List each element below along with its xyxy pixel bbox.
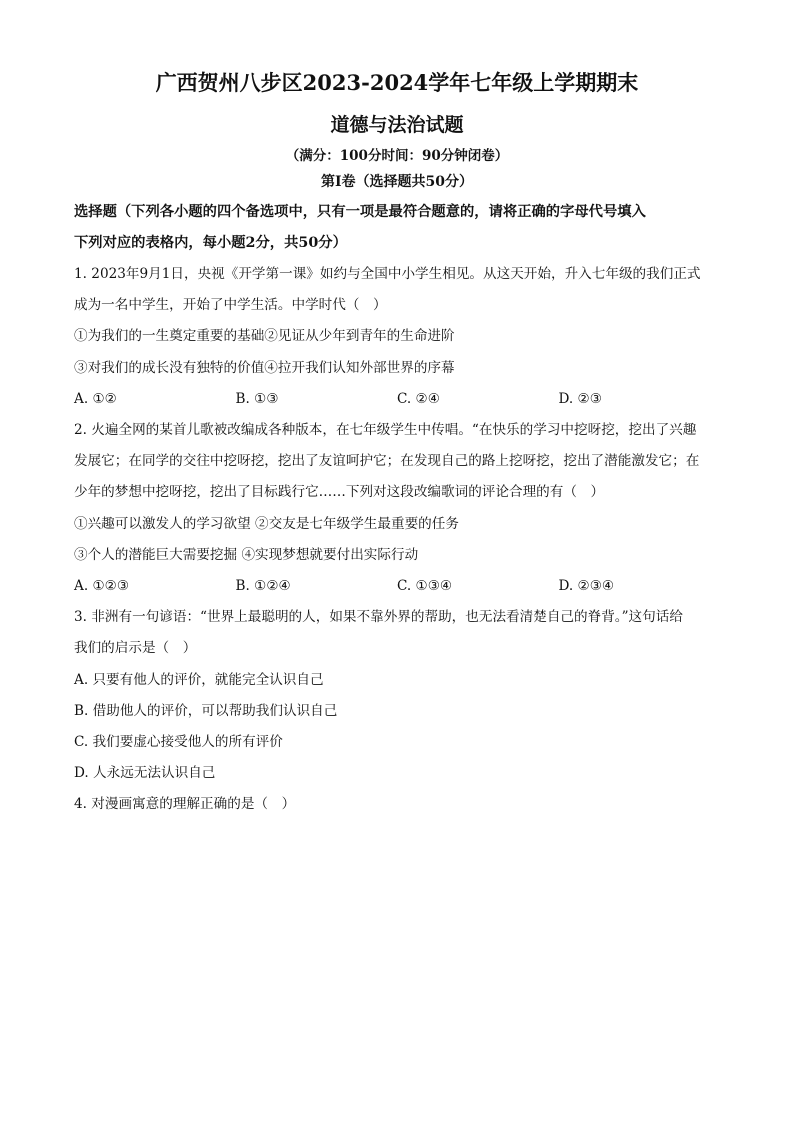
question-3 (74, 602, 720, 789)
question-text: 成为一名中学生，开始了中学生活。中学时代（ ） (74, 297, 387, 314)
statement-line: ①为我们的一生奠定重要的基础②见证从少年到青年的生命进阶 (74, 328, 455, 345)
options-row (74, 384, 720, 415)
option-b: B. ①②④ (235, 578, 291, 595)
option-d: D. ②③ (558, 390, 602, 407)
question-text: 2. 火遍全网的某首儿歌被改编成各种版本，在七年级学生中传唱。“在快乐的学习中挖呀挖，挖出了兴趣 (74, 422, 697, 439)
option-b: B. 借助他人的评价，可以帮助我们认识自己 (74, 702, 338, 719)
option-a: A. ①② (74, 390, 117, 407)
question-4 (74, 789, 720, 820)
section-heading: 第I卷（选择题共50分） (320, 174, 474, 190)
exam-title: 广西贺州八步区2023-2024学年七年级上学期期末 (155, 70, 639, 95)
option-a: A. ①②③ (74, 578, 130, 595)
options-column (74, 665, 720, 790)
options-row (74, 571, 720, 602)
option-b: B. ①③ (235, 390, 279, 407)
instructions-line-1: 选择题（下列各小题的四个备选项中，只有一项是最符合题意的，请将正确的字母代号填入 (74, 204, 646, 220)
option-d: D. ②③④ (558, 578, 615, 595)
exam-subject: 道德与法治试题 (330, 114, 464, 136)
option-d: D. 人永远无法认识自己 (74, 765, 216, 782)
question-text: 少年的梦想中挖呀挖，挖出了目标践行它……下列对这段改编歌词的评论合理的有（ ） (74, 484, 605, 501)
statement-line: ①兴趣可以激发人的学习欲望 ②交友是七年级学生最重要的任务 (74, 515, 459, 532)
question-text: 我们的启示是（ ） (74, 640, 197, 657)
statement-line: ③个人的潜能巨大需要挖掘 ④实现梦想就要付出实际行动 (74, 546, 419, 563)
question-2 (74, 415, 720, 602)
option-c: C. ②④ (397, 390, 440, 407)
question-text: 4. 对漫画寓意的理解正确的是（ ） (74, 796, 296, 813)
exam-info: （满分：100分时间：90分钟闭卷） (285, 148, 509, 164)
question-text: 1. 2023年9月1日，央视《开学第一课》如约与全国中小学生相见。从这天开始，升入七年级的我们正式 (74, 266, 701, 282)
question-text: 3. 非洲有一句谚语：“世界上最聪明的人，如果不靠外界的帮助，也无法看清楚自己的脊背。”这句话给 (74, 609, 683, 626)
option-a: A. 只要有他人的评价，就能完全认识自己 (74, 671, 324, 688)
statement-line: ③对我们的成长没有独特的价值④拉开我们认知外部世界的序幕 (74, 359, 455, 376)
option-c: C. ①③④ (397, 578, 453, 595)
instructions-line-2: 下列对应的表格内，每小题2分，共50分） (74, 235, 347, 251)
option-c: C. 我们要虚心接受他人的所有评价 (74, 734, 283, 751)
question-1 (74, 259, 720, 415)
question-text: 发展它；在同学的交往中挖呀挖，挖出了友谊呵护它；在发现自己的路上挖呀挖，挖出了潜能激发它；在 (74, 453, 700, 470)
